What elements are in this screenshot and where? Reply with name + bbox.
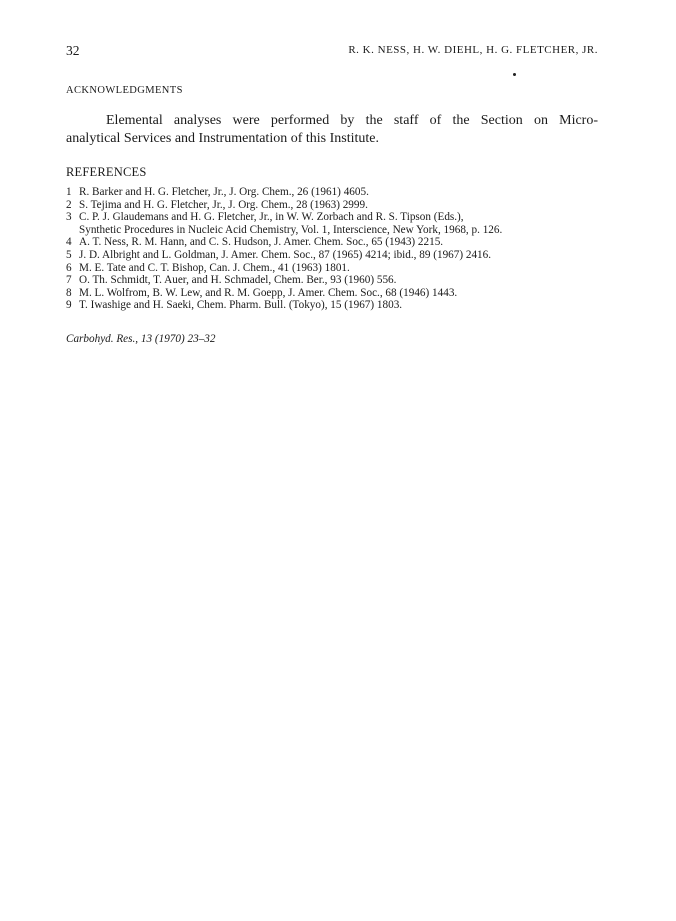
reference-number: 3 (66, 211, 72, 224)
reference-number: 6 (66, 261, 72, 274)
reference-number: 1 (66, 186, 72, 198)
reference-text: O. Th. Schmidt, T. Auer, and H. Schmadel, Chem. Ber., 93 (1960) 556. (79, 274, 397, 287)
reference-number: 2 (66, 198, 72, 211)
reference-item (66, 249, 606, 262)
references-heading: REFERENCES (66, 165, 147, 179)
reference-item (66, 211, 606, 236)
reference-item (66, 287, 606, 300)
reference-text: M. L. Wolfrom, B. W. Lew, and R. M. Goepp, J. Amer. Chem. Soc., 68 (1946) 1443. (79, 286, 458, 299)
page-number: 32 (66, 43, 80, 58)
reference-item (66, 274, 606, 287)
reference-item (66, 186, 606, 199)
page-header (66, 43, 598, 61)
reference-number: 8 (66, 286, 72, 299)
acknowledgments-paragraph (66, 112, 598, 148)
reference-text: J. D. Albright and L. Goldman, J. Amer. Chem. Soc., 87 (1965) 4214; ibid., 89 (1967) 2416. (79, 248, 492, 261)
reference-number: 4 (66, 236, 72, 249)
acknowledgments-heading: ACKNOWLEDGMENTS (66, 85, 183, 96)
acknowledgments-line: analytical Services and Instrumentation of this Institute. (66, 131, 379, 146)
reference-item (66, 236, 606, 249)
journal-citation-footer: Carbohyd. Res., 13 (1970) 23–32 (66, 333, 216, 345)
reference-item (66, 199, 606, 212)
reference-number: 7 (66, 274, 72, 287)
acknowledgments-line: Elemental analyses were performed by the staff of the Section on Micro- (106, 113, 598, 128)
reference-list (66, 186, 606, 312)
running-head-authors: R. K. NESS, H. W. DIEHL, H. G. FLETCHER, JR. (348, 44, 598, 56)
reference-text: R. Barker and H. G. Fletcher, Jr., J. Org. Chem., 26 (1961) 4605. (79, 186, 369, 198)
reference-text: Synthetic Procedures in Nucleic Acid Chemistry, Vol. 1, Interscience, New York, 1968, p. 126. (79, 223, 503, 236)
print-speck (513, 73, 516, 76)
reference-text: S. Tejima and H. G. Fletcher, Jr., J. Org. Chem., 28 (1963) 2999. (79, 198, 368, 211)
reference-number: 5 (66, 248, 72, 261)
reference-text: C. P. J. Glaudemans and H. G. Fletcher, Jr., in W. W. Zorbach and R. S. Tipson (Eds.), (79, 211, 464, 224)
reference-item (66, 262, 606, 275)
reference-number: 9 (66, 299, 72, 312)
reference-text: T. Iwashige and H. Saeki, Chem. Pharm. Bull. (Tokyo), 15 (1967) 1803. (79, 299, 403, 312)
reference-item (66, 299, 606, 312)
reference-text: M. E. Tate and C. T. Bishop, Can. J. Chem., 41 (1963) 1801. (79, 261, 350, 274)
reference-text: A. T. Ness, R. M. Hann, and C. S. Hudson, J. Amer. Chem. Soc., 65 (1943) 2215. (79, 236, 444, 249)
